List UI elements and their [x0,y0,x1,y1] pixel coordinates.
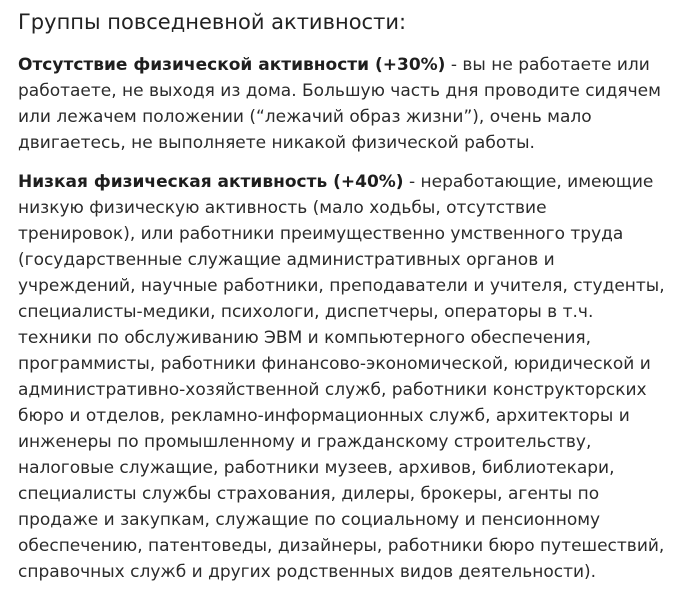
group-term: Отсутствие физической активности (+30%) [18,55,446,75]
group-term: Низкая физическая активность (+40%) [18,172,404,192]
term-separator: - [445,55,463,75]
activity-group-no-activity [18,52,666,156]
activity-group-low-activity [18,169,666,585]
term-separator: - [403,172,421,192]
group-description: вы не работаете или работаете, не выходя из дома. Большую часть дня проводите сидячем или лежачем положении (“лежачий образ жизни”), очень мало двигаетесь, не выполняете никакой физической работы. [18,55,661,153]
page-title: Группы повседневной активности: [18,10,407,34]
group-description: неработающие, имеющие низкую физическую активность (мало ходьбы, отсутствие тренировок), или работники преимущественно умственного труда (государственные служащие административных органов и учреждений, научные работники, преподаватели и учителя, студенты, специалисты-медики, психологи, диспетчеры, операторы в т.ч. техники по обслуживанию ЭВМ и компьютерного обеспечения, программисты, работники финансово-экономической, юридической и административно-хозяйственной служб, работники конструкторских бюро и отделов, рекламно-информационных служб, архитекторы и инженеры по промышленному и гражданскому строительству, налоговые служащие, работники музеев, архивов, библиотекари, специалисты службы страхования, дилеры, брокеры, агенты по продаже и закупкам, служащие по социальному и пенсионному обеспечению, патентоведы, дизайнеры, работники бюро путешествий, справочных служб и других родственных видов деятельности). [18,172,665,582]
